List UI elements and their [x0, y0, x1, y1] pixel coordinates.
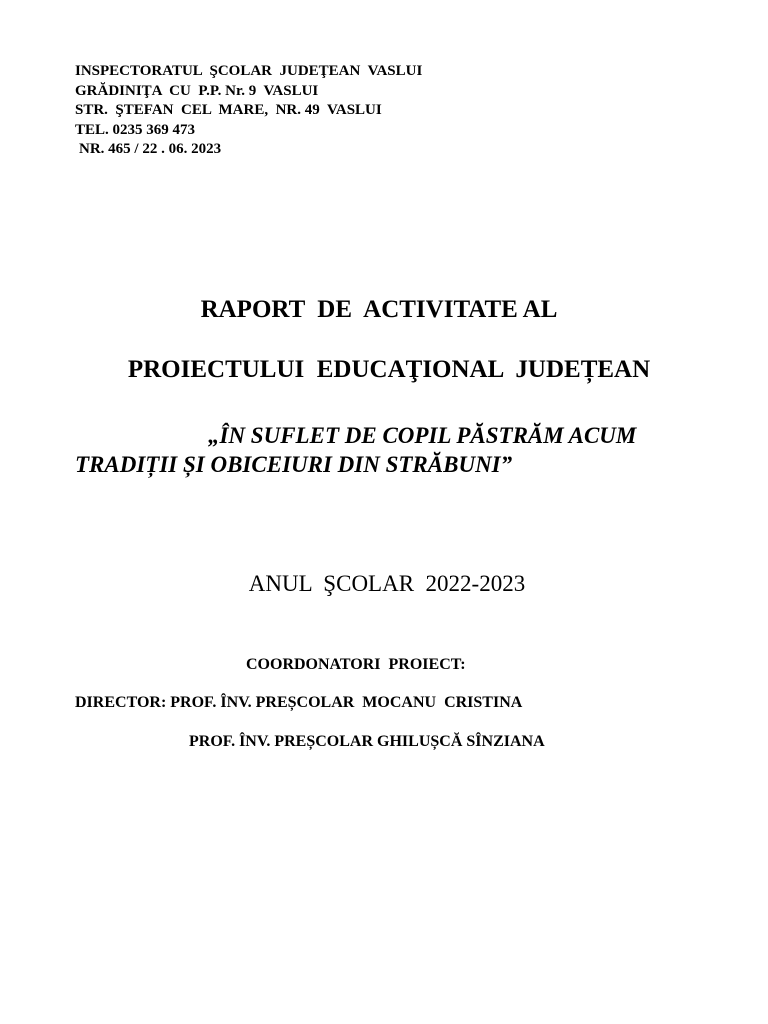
- coordinator-director: DIRECTOR: PROF. ÎNV. PREȘCOLAR MOCANU CRISTINA: [75, 694, 523, 711]
- coordinator-second: PROF. ÎNV. PREȘCOLAR GHILUȘCĂ SÎNZIANA: [189, 733, 545, 750]
- report-title-line2: PROIECTULUI EDUCAŢIONAL JUDEȚEAN: [127, 356, 651, 383]
- header-inspectorate: INSPECTORATUL ŞCOLAR JUDEŢEAN VASLUI: [75, 63, 423, 79]
- report-title-line1: RAPORT DE ACTIVITATE AL: [200, 296, 558, 323]
- header-kindergarten: GRĂDINIŢA CU P.P. Nr. 9 VASLUI: [75, 82, 319, 99]
- school-year: ANUL ŞCOLAR 2022-2023: [248, 571, 526, 596]
- project-name-line1: „ÎN SUFLET DE COPIL PĂSTRĂM ACUM: [208, 423, 637, 448]
- header-registration-number: NR. 465 / 22 . 06. 2023: [79, 141, 222, 157]
- project-name-line2: TRADIȚII ȘI OBICEIURI DIN STRĂBUNI”: [75, 452, 513, 477]
- header-phone: TEL. 0235 369 473: [75, 121, 196, 138]
- header-address: STR. ŞTEFAN CEL MARE, NR. 49 VASLUI: [75, 102, 382, 118]
- coordinators-heading: COORDONATORI PROIECT:: [246, 656, 466, 673]
- project-name: [75, 421, 636, 479]
- institution-header: [75, 62, 422, 160]
